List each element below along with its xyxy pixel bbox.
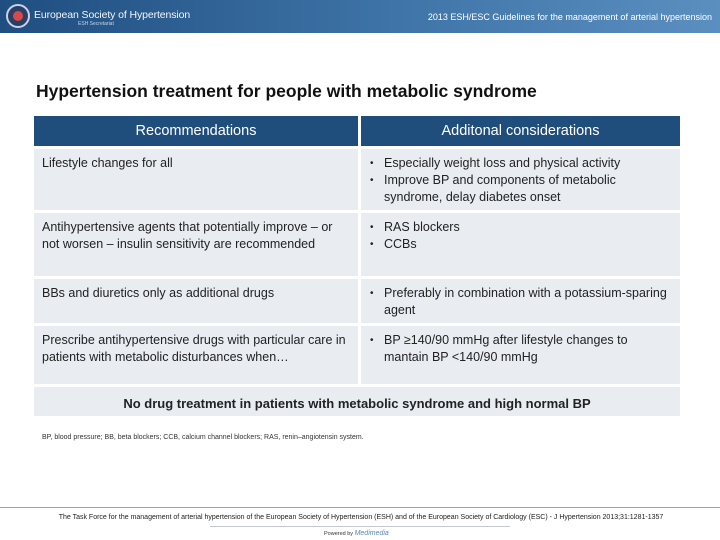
- table-row: [34, 276, 680, 323]
- header-recommendations: Recommendations: [34, 116, 358, 146]
- footer-divider: [0, 507, 720, 508]
- consideration-item: • BP ≥140/90 mmHg after lifestyle changes to mantain BP <140/90 mmHg: [367, 332, 672, 366]
- org-subtitle: ESH Secretariat: [78, 21, 114, 27]
- esh-logo-icon: [6, 4, 30, 28]
- header-considerations: Additonal considerations: [358, 116, 680, 146]
- consideration-item: • Preferably in combination with a potassium-sparing agent: [367, 285, 672, 319]
- citation-text: The Task Force for the management of arterial hypertension of the European Society of Hypertension (ESH) and of the European Society of Cardiology (ESC) - J Hypertension 2013;31:1281-1357: [58, 514, 664, 521]
- powered-brand: Medimedia: [354, 530, 389, 537]
- table-footer-row: [34, 384, 680, 416]
- recommendation-cell: Antihypertensive agents that potentially improve – or not worsen – insulin sensitivity are recommended: [34, 210, 358, 276]
- considerations-cell: [358, 210, 680, 276]
- considerations-cell: [358, 323, 680, 384]
- consideration-item: • Improve BP and components of metabolic syndrome, delay diabetes onset: [367, 172, 672, 206]
- header-banner: [0, 0, 720, 33]
- powered-by: [324, 530, 389, 537]
- slide-title: Hypertension treatment for people with metabolic syndrome: [36, 81, 537, 101]
- org-name: European Society of Hypertension: [34, 9, 191, 21]
- consideration-item: • CCBs: [367, 236, 672, 253]
- recommendation-cell: BBs and diuretics only as additional drugs: [34, 276, 358, 323]
- abbreviations-note: BP, blood pressure; BB, beta blockers; CCB, calcium channel blockers; RAS, renin–angiotensin system.: [42, 434, 364, 441]
- table-row: [34, 323, 680, 384]
- guideline-title: 2013 ESH/ESC Guidelines for the management of arterial hypertension: [427, 12, 712, 22]
- recommendations-table: [34, 116, 680, 416]
- consideration-item: • RAS blockers: [367, 219, 672, 236]
- powered-label: Powered by: [324, 531, 354, 537]
- table-row: [34, 146, 680, 210]
- recommendation-cell: Prescribe antihypertensive drugs with particular care in patients with metabolic disturbances when…: [34, 323, 358, 384]
- table-footer-note: No drug treatment in patients with metabolic syndrome and high normal BP: [34, 384, 680, 416]
- recommendation-cell: Lifestyle changes for all: [34, 146, 358, 210]
- considerations-cell: [358, 276, 680, 323]
- powered-divider: [210, 526, 510, 527]
- consideration-item: • Especially weight loss and physical activity: [367, 155, 672, 172]
- table-row: [34, 210, 680, 276]
- considerations-cell: [358, 146, 680, 210]
